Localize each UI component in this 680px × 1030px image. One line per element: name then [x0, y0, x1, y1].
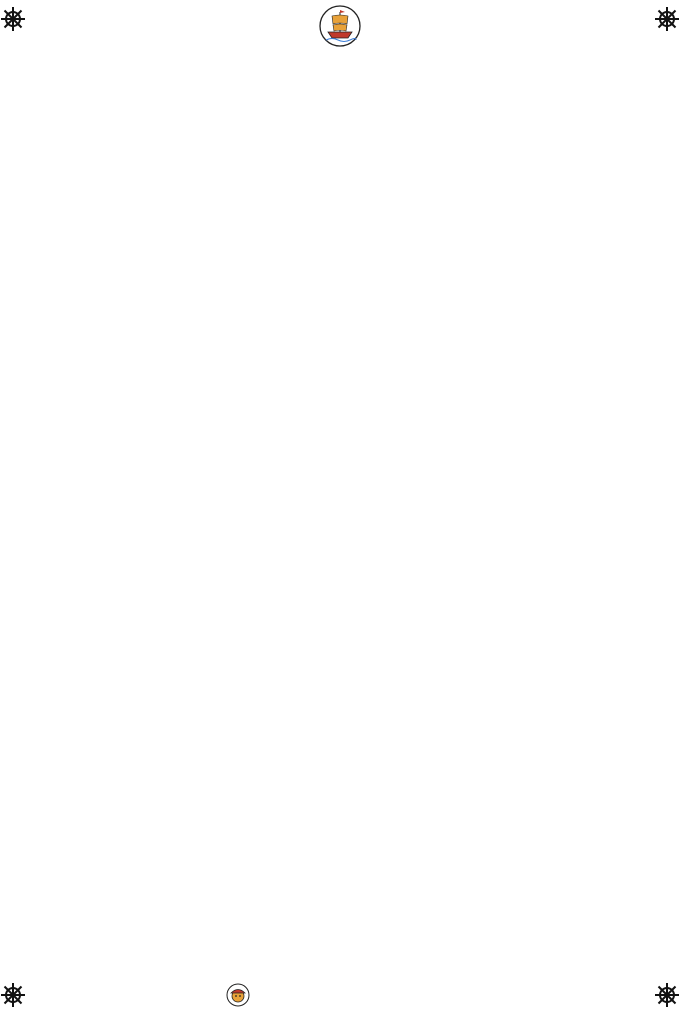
- left-border: [0, 44, 22, 964]
- ship-logo-icon: [318, 4, 362, 48]
- brand-footer: [226, 981, 254, 1009]
- bottom-border: [0, 966, 680, 1010]
- ship-wheel-icon: [654, 6, 680, 32]
- right-border: [658, 44, 680, 964]
- document-body: [75, 145, 621, 165]
- helmet-logo-icon: [226, 983, 250, 1007]
- ship-wheel-icon: [0, 6, 26, 32]
